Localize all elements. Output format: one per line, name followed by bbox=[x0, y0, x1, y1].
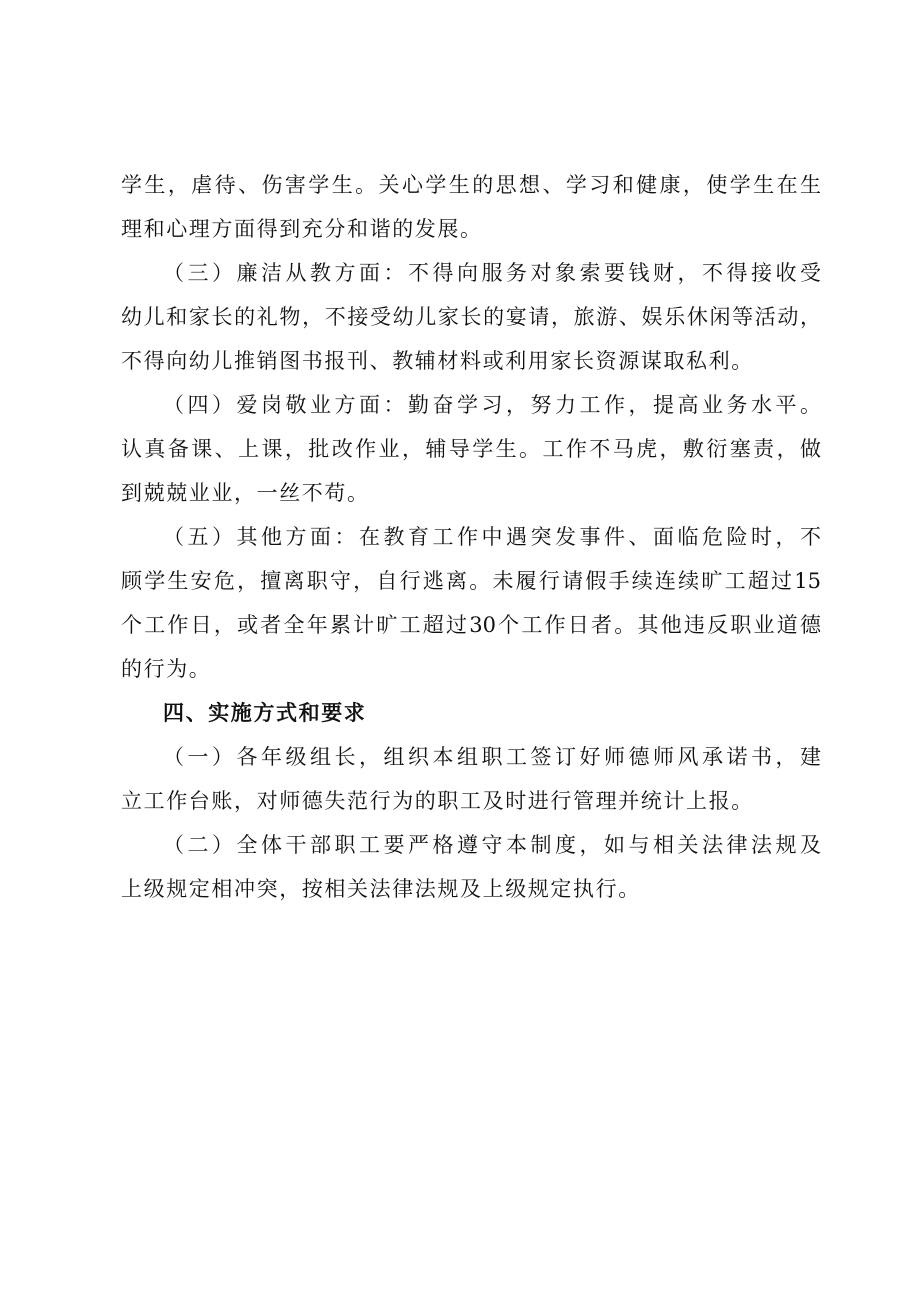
paragraph-line: 到兢兢业业，一丝不苟。 bbox=[121, 481, 370, 505]
paragraph-line: 学生，虐待、伤害学生。关心学生的思想、学习和健康，使学生在生 bbox=[121, 173, 821, 197]
paragraph-line: （二）全体干部职工要严格遵守本制度，如与相关法律法规及 bbox=[163, 833, 821, 857]
paragraph-line: 认真备课、上课，批改作业，辅导学生。工作不马虎，敷衍塞责，做 bbox=[121, 437, 821, 461]
paragraph-line: 理和心理方面得到充分和谐的发展。 bbox=[121, 217, 483, 241]
paragraph-line: 不得向幼儿推销图书报刊、教辅材料或利用家长资源谋取私利。 bbox=[121, 349, 754, 373]
paragraph-line: （五）其他方面：在教育工作中遇突发事件、面临危险时，不 bbox=[163, 525, 821, 549]
paragraph-line: 个工作日，或者全年累计旷工超过30个工作日者。其他违反职业道德 bbox=[121, 613, 821, 637]
section-heading: 四、实施方式和要求 bbox=[163, 701, 367, 725]
paragraph-line: 立工作台账，对师德失范行为的职工及时进行管理并统计上报。 bbox=[121, 789, 754, 813]
paragraph-line: 上级规定相冲突，按相关法律法规及上级规定执行。 bbox=[121, 877, 641, 901]
paragraph-line: 幼儿和家长的礼物，不接受幼儿家长的宴请，旅游、娱乐休闲等活动， bbox=[121, 305, 821, 329]
paragraph-line: （一）各年级组长，组织本组职工签订好师德师风承诺书，建 bbox=[163, 745, 821, 769]
paragraph-line: 的行为。 bbox=[121, 657, 212, 681]
paragraph-line: 顾学生安危，擅离职守，自行逃离。未履行请假手续连续旷工超过15 bbox=[121, 569, 821, 593]
paragraph-line: （四）爱岗敬业方面：勤奋学习，努力工作，提高业务水平。 bbox=[163, 393, 821, 417]
paragraph-line: （三）廉洁从教方面：不得向服务对象索要钱财，不得接收受 bbox=[163, 261, 821, 285]
